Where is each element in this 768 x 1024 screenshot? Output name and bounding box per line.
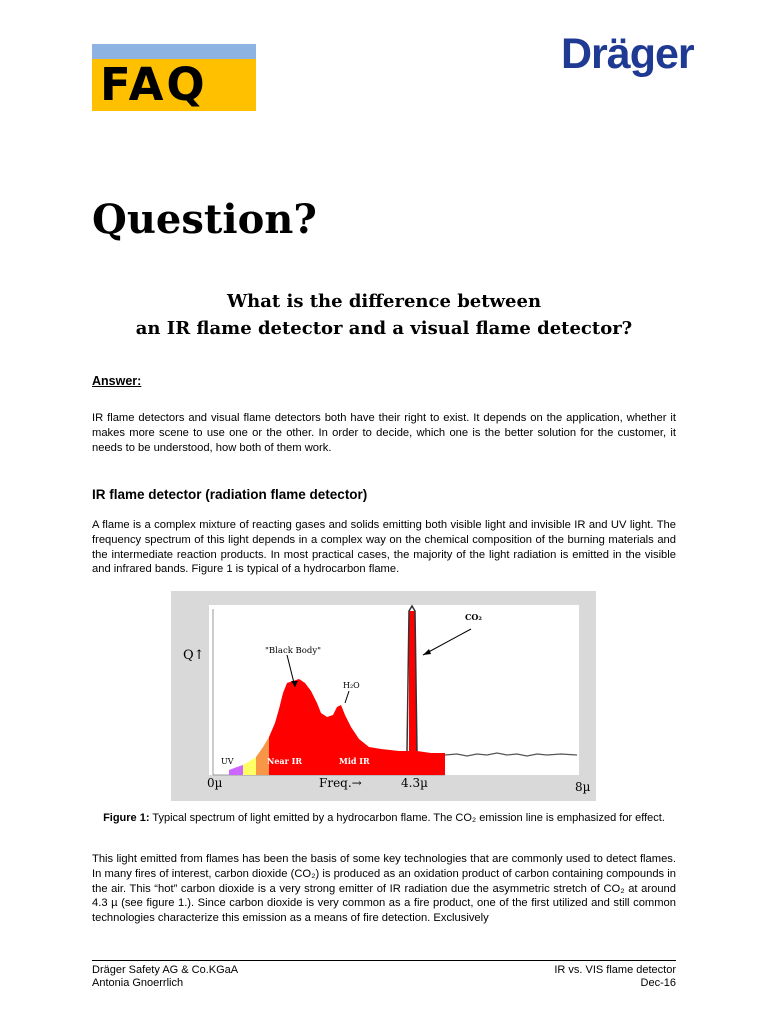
intro-paragraph: IR flame detectors and visual flame detectors both have their right to exist. It depends on the application, whether it makes more scene to use one or the other. In order to decide, which one is the better solution for the customer, it needs to be understood, how both of them work. <box>92 412 676 454</box>
faq-logo-band-top <box>92 44 256 59</box>
question-subtitle-line2: an IR flame detector and a visual flame detector? <box>135 318 633 339</box>
footer-divider <box>92 960 676 961</box>
question-subtitle-line1: What is the difference between <box>226 291 542 312</box>
section-title: IR flame detector (radiation flame detector) <box>92 487 368 502</box>
spectrum-chart <box>171 591 596 801</box>
y-axis-label: Q↑ <box>183 648 205 663</box>
near-ir-label: Near IR <box>267 756 302 766</box>
mid-ir-label: Mid IR <box>339 756 370 766</box>
caption-label: Figure 1: <box>103 812 150 824</box>
co2-paragraph: This light emitted from flames has been the basis of some key technologies that are commonly used to detect flames. In many fires of interest, carbon dioxide (CO₂) is produced as an oxidation product of carbon containing compounds in the air. This “hot” carbon dioxide is a very strong emitter of IR radiation due the asymmetric stretch of CO₂ at around 4.3 µ (see figure 1.). Since carbon dioxide is very common as a fire product, one of the first utilized and still common technologies characterize this emission as a means of fire detection. Exclusively <box>92 853 676 925</box>
footer-date: Dec-16 <box>640 977 676 989</box>
x-start-label: 0µ <box>207 776 223 790</box>
faq-logo <box>92 44 256 111</box>
caption-text: Typical spectrum of light emitted by a hydrocarbon flame. The CO₂ emission line is emphasized for effect. <box>149 812 665 824</box>
question-heading: Question? <box>92 196 317 243</box>
x-end-label: 8µ <box>575 780 591 794</box>
freq-label: Freq.→ <box>319 776 362 790</box>
figure-caption <box>92 811 676 826</box>
spectrum-figure <box>171 591 596 801</box>
footer-author: Antonia Gnoerrlich <box>92 977 184 989</box>
footer-doc-title: IR vs. VIS flame detector <box>554 964 676 976</box>
x-mid-label: 4.3µ <box>401 776 428 790</box>
answer-label: Answer: <box>92 374 142 388</box>
co2-label: CO₂ <box>465 612 482 622</box>
uv-label: UV <box>221 757 234 766</box>
h2o-label: H₂O <box>343 681 360 690</box>
black-body-label: "Black Body" <box>265 646 322 656</box>
faq-logo-text: FAQ <box>100 58 208 111</box>
brand-logo: Dräger <box>561 30 694 78</box>
footer-company: Dräger Safety AG & Co.KGaA <box>92 964 239 976</box>
flame-paragraph: A flame is a complex mixture of reacting gases and solids emitting both visible light and invisible IR and UV light. The frequency spectrum of this light depends in a complex way on the chemical composition of the burning materials and the intermediate reaction products. In most practical cases, the majority of the light radiation is emitted in the visible and infrared bands. Figure 1 is typical of a hydrocarbon flame. <box>92 519 676 576</box>
